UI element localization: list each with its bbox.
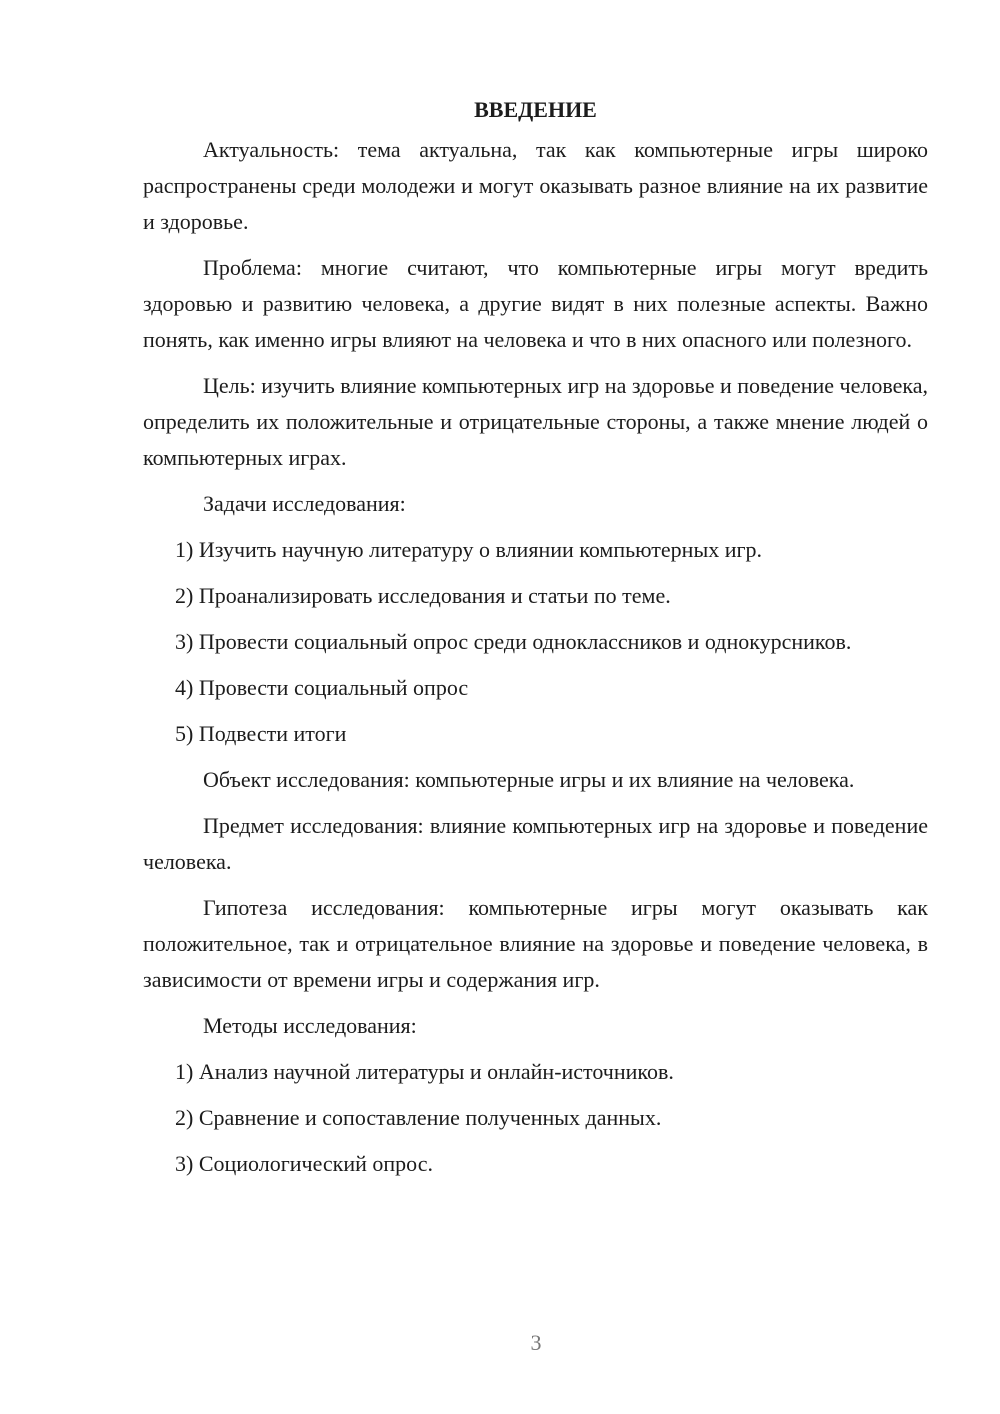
hypothesis-paragraph: Гипотеза исследования: компьютерные игры могут оказывать как положительное, так и отрицательное влияние на здоровье и поведение человека, в зависимости от времени игры и содержания игр. xyxy=(143,895,928,992)
page-number: 3 xyxy=(530,1330,542,1355)
task-item-5: 5) Подвести итоги xyxy=(175,721,347,746)
task-item-1: 1) Изучить научную литературу о влиянии компьютерных игр. xyxy=(175,537,763,562)
subject-paragraph: Предмет исследования: влияние компьютерных игр на здоровье и поведение человека. xyxy=(143,813,928,874)
problem-paragraph: Проблема: многие считают, что компьютерные игры могут вредить здоровью и развитию человека, а другие видят в них полезные аспекты. Важно понять, как именно игры влияют на человека и что в них опасного или полезного. xyxy=(143,255,928,352)
methods-heading: Методы исследования: xyxy=(203,1013,417,1038)
tasks-heading: Задачи исследования: xyxy=(203,491,406,516)
document-page xyxy=(143,92,928,1192)
method-item-3: 3) Социологический опрос. xyxy=(175,1151,433,1176)
task-item-2: 2) Проанализировать исследования и статьи по теме. xyxy=(175,583,671,608)
task-item-3: 3) Провести социальный опрос среди одноклассников и однокурсников. xyxy=(175,629,852,654)
goal-paragraph: Цель: изучить влияние компьютерных игр на здоровье и поведение человека, определить их положительные и отрицательные стороны, а также мнение людей о компьютерных играх. xyxy=(143,373,929,470)
object-paragraph: Объект исследования: компьютерные игры и их влияние на человека. xyxy=(203,767,855,792)
method-item-1: 1) Анализ научной литературы и онлайн-источников. xyxy=(175,1059,674,1084)
method-item-2: 2) Сравнение и сопоставление полученных данных. xyxy=(175,1105,662,1130)
task-item-4: 4) Провести социальный опрос xyxy=(175,675,469,700)
section-heading: ВВЕДЕНИЕ xyxy=(474,97,597,122)
relevance-paragraph: Актуальность: тема актуальна, так как компьютерные игры широко распространены среди молодежи и могут оказывать разное влияние на их развитие и здоровье. xyxy=(143,137,928,234)
